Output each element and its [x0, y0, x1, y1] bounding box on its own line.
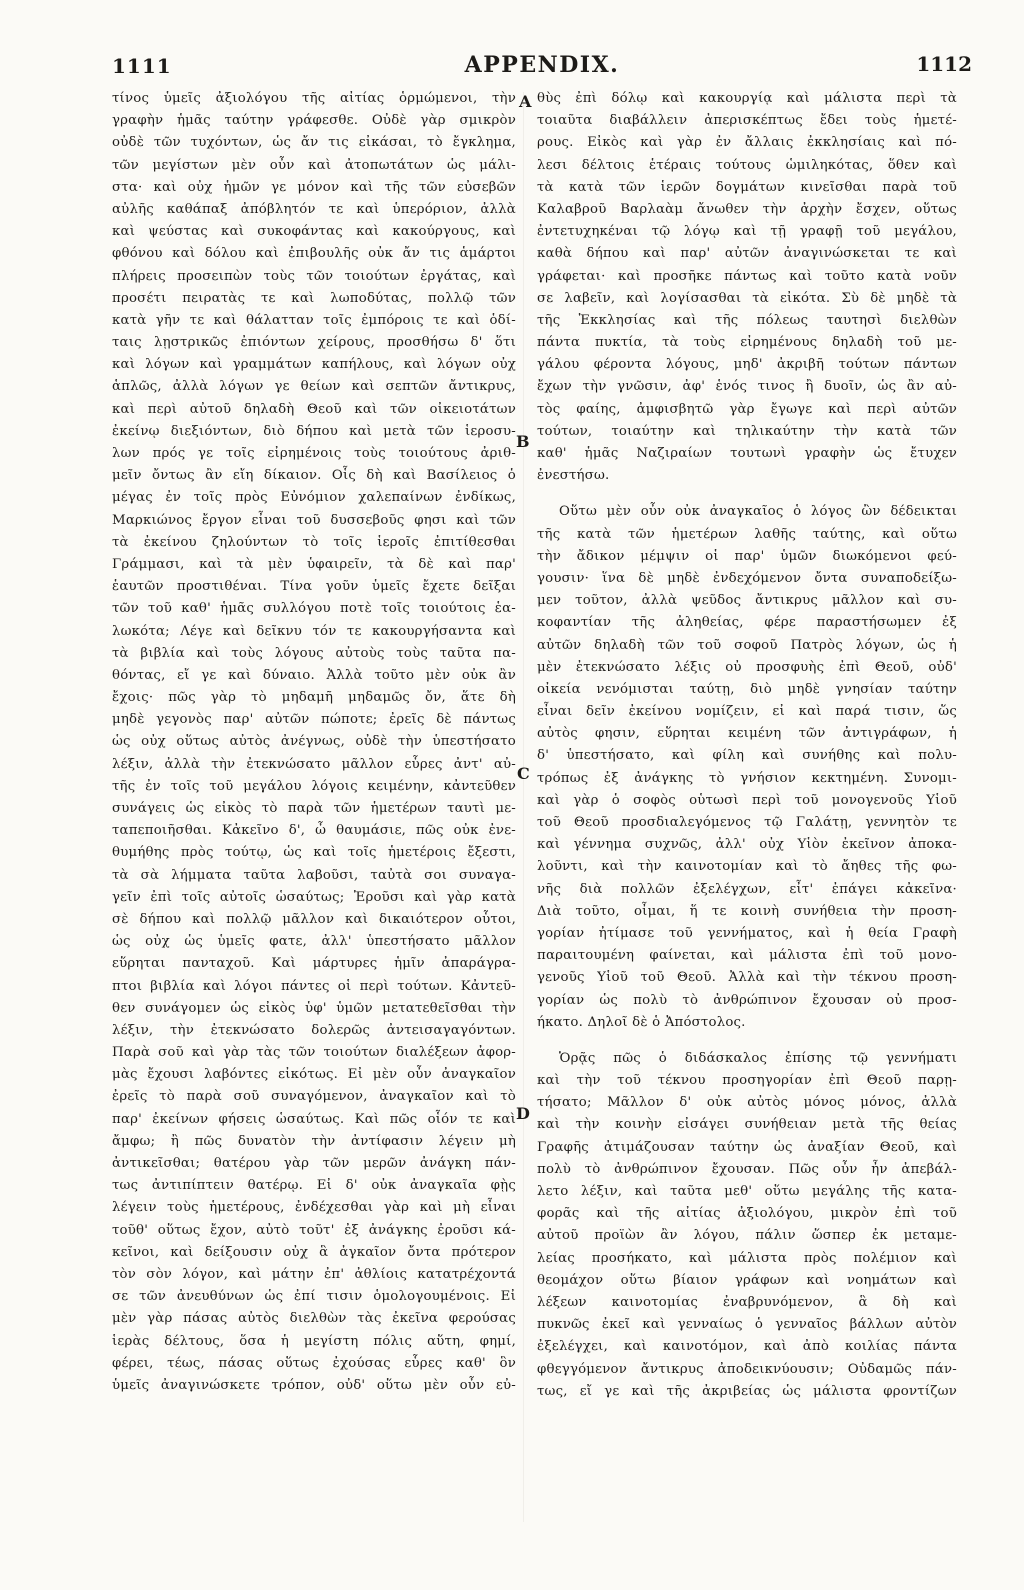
right-column — [537, 88, 957, 1403]
text-line: Γράμμασι, καὶ τὰ μὲν ὑφαιρεῖν, τὰ δὲ καὶ παρ' — [112, 556, 516, 572]
text-line: καθ' ἡμᾶς Ναζιραίων τουτωνὶ γραφὴν ὡς ἔτυχεν — [537, 446, 957, 461]
text-line: μὰς ἔχουσι λαβόντες εἰκότως. Εἰ μὲν οὖν ἀναγκαῖον — [112, 1067, 516, 1083]
text-line: ἐνεστήσω. — [537, 468, 610, 484]
text-line: εὕρηται πανταχοῦ. Καὶ μάρτυρες ἡμῖν ἀπαράγρα- — [112, 956, 516, 972]
text-line: μὲν ἐτεκνώσατο λέξις οὐ προσφυὴς ἐπὶ Θεοῦ, οὐδ' — [537, 659, 957, 675]
text-line: σὲ δήπου καὶ πολλῷ μᾶλλον καὶ δικαιότερον οὗτοι, — [112, 911, 516, 927]
text-line: κατὰ γῆν τε καὶ θάλατταν τοῖς ἐμπόροις τε καὶ ὁδί- — [112, 312, 516, 328]
text-line: θόντας, εἴ γε καὶ δύναιο. Ἀλλὰ τοῦτο μὲν οὐκ ἂν — [112, 667, 516, 683]
text-line: κεῖνοι, καὶ δείξουσιν οὐχ ἃ ἀγκαῖον ὄντα πρότερον — [112, 1244, 516, 1260]
text-line: ἐρεῖς τὸ παρὰ σοῦ συναγόμενον, ἀναγκαῖον καὶ τὸ — [112, 1089, 516, 1105]
right-paragraph-1 — [537, 88, 957, 487]
text-line: παραιτουμένη φαίνεται, καὶ μάλιστα ἐπὶ τοῦ μονο- — [537, 948, 957, 964]
text-line: ἐντετυχηκέναι τῷ λόγῳ καὶ τῇ γραφῇ τοῦ μεγάλου, — [537, 224, 957, 240]
text-line: τοῦθ' οὕτως ἔχον, αὐτὸ τοῦτ' ἐξ ἀνάγκης ἐροῦσι κά- — [112, 1222, 516, 1238]
margin-marker-c: C — [517, 764, 530, 783]
text-line: πυκνῶς ἐκεῖ καὶ γενναίως ὁ γενναῖος βάλλων αὐτὸν — [537, 1317, 957, 1333]
text-line: καὶ λόγων καὶ γραμμάτων καπήλους, καὶ λόγων οὐχ — [112, 357, 516, 373]
text-line: γάλου φέροντα λόγους, μηδ' ἀκριβῆ τούτων πάντων — [537, 357, 957, 373]
text-line: αὐτῶν δηλαδὴ τῶν τοῦ σοφοῦ Πατρὸς λόγων, ὡς ἡ — [537, 637, 957, 653]
text-line: Διὰ τοῦτο, οἶμαι, ἥ τε κοινὴ συνήθεια τὴν προση- — [537, 903, 957, 919]
text-line: καθὰ δήπου καὶ παρ' αὐτῶν ἀναγινώσκεται τε καὶ — [537, 246, 957, 262]
text-line: καὶ ψεύστας καὶ συκοφάντας καὶ κακούργους, καὶ — [112, 224, 516, 240]
text-line: λοῦντι, καὶ τὴν καινοτομίαν καὶ τὸ ἄηθες τῆς φω- — [537, 859, 957, 875]
text-line: ἄμφω; ἢ πῶς δυνατὸν τὴν ἀντίφασιν λέγειν μὴ — [112, 1133, 516, 1149]
text-line: σε λαβεῖν, καὶ λογίσασθαι τὰ εἰκότα. Σὺ δὲ μηδὲ τὰ — [537, 290, 957, 306]
text-line: οἰκεία νενόμισται ταύτῃ, διὸ μηδὲ γνησίαν ταύτην — [537, 681, 957, 697]
text-line: αὐλῆς καθάπαξ ἀπόβλητόν τε καὶ ὑπερόριον, ἀλλὰ — [112, 201, 516, 217]
left-page-number: 1111 — [112, 54, 172, 78]
text-line: τῶν μεγίστων μὲν οὖν καὶ ἀτοπωτάτων ὡς μάλι- — [112, 157, 516, 173]
text-line: τῆς Ἐκκλησίας καὶ τῆς πόλεως ταυτησὶ διελθὼν — [537, 312, 957, 328]
text-line: Οὕτω μὲν οὖν οὐκ ἀναγκαῖος ὁ λόγος ὢν δέδεικται — [559, 504, 957, 520]
text-line: τὴν ἄδικον μέμψιν οἱ παρ' ὑμῶν διωκόμενοι φεύ- — [537, 548, 957, 564]
text-line: τρόπως ἐξ ἀνάγκης τὸ γνήσιον κεκτημένη. Συνομι- — [537, 770, 957, 786]
text-line: καὶ γέννημα συχνῶς, ἀλλ' οὐχ Υἱὸν ἐκεῖνον ἀποκα- — [537, 837, 957, 853]
text-line: ἑαυτῶν προστιθέναι. Τίνα γοῦν ὑμεῖς ἔχετε δεῖξαι — [112, 579, 516, 595]
text-line: παρ' ἐκείνων φήσεις ὡσαύτως. Καὶ πῶς οἷόν τε καὶ — [112, 1111, 516, 1127]
text-line: λωκότα; Λέγε καὶ δεῖκνυ τόν τε κακουργήσαντα καὶ — [112, 623, 516, 639]
text-line: στα· καὶ οὐχ ἡμῶν γε μόνον καὶ τῆς τῶν εὐσεβῶν — [112, 179, 516, 195]
text-line: θεομάχον οὕτω βίαιον γράφων καὶ νοημάτων καὶ — [537, 1272, 957, 1288]
text-line: δ' ὑπεστήσατο, καὶ φίλη καὶ συνήθης καὶ πολυ- — [537, 748, 957, 764]
left-column — [112, 88, 516, 1397]
margin-marker-a: A — [519, 92, 532, 111]
text-line: γορίαν ἠτίμασε τοῦ γεννήματος, καὶ ἡ θεία Γραφὴ — [537, 925, 957, 941]
text-line: καὶ τὴν κοινὴν εἰσάγει συνήθειαν μετὰ τῆς θείας — [537, 1117, 957, 1133]
text-line: γεῖν ἐπὶ τοῖς αὐτοῖς ὡσαύτως; Ἐροῦσι καὶ γὰρ κατὰ — [112, 889, 516, 905]
text-line: τὸν σὸν λόγον, καὶ μάτην ἐπ' ἀθλίοις κατατρέχοντά — [112, 1266, 516, 1282]
text-line: Ὁρᾷς πῶς ὁ διδάσκαλος ἐπίσης τῷ γεννήματι — [559, 1050, 957, 1066]
text-line: ἔχων τὴν γνῶσιν, ἀφ' ἑνός τινος ἢ δυοῖν, ὡς ἂν αὐ- — [537, 379, 957, 395]
text-line: μεν τοῦτον, ἀλλὰ ψεῦδος ἄντικρυς μᾶλλον καὶ συ- — [537, 593, 957, 609]
text-line: τως ἀντιπίπτειν θατέρῳ. Εἰ δ' οὐκ ἀναγκαῖα φῂς — [112, 1178, 516, 1194]
text-line: καὶ τὴν τοῦ τέκνου προσηγορίαν ἐπὶ Θεοῦ παρῃ- — [537, 1073, 957, 1089]
page-title: APPENDIX. — [464, 52, 620, 78]
text-line: τὰ βιβλία καὶ τοὺς λόγους αὐτοὺς τοὺς ταῦτα πα- — [112, 645, 516, 661]
text-line: τοῦ Θεοῦ προσδιαλεγόμενος τῷ Γαλάτῃ, γεννητὸν τε — [537, 815, 957, 830]
text-line: τοιαῦτα διαβάλλειν ἀπερισκέπτως ἔδει τοὺς ἡμετέ- — [537, 113, 957, 129]
text-line: τὸς φαίης, ἀμφισβητῶ γὰρ ἔγωγε καὶ περὶ αὐτῶν — [537, 401, 957, 417]
text-line: οὐδὲ τῶν τυχόντων, ὡς ἄν τις εἰκάσαι, τὸ ἔγκλημα, — [112, 135, 516, 151]
text-line: νῆς διὰ πολλῶν ἐξελέγχων, εἶτ' ἐπάγει κἀκεῖνα· — [537, 881, 957, 897]
text-line: τῶν τοῦ καθ' ἡμᾶς συλλόγου ποτὲ τοῖς τοιούτοις ἑα- — [112, 601, 516, 617]
text-line: ταις λῃστρικῶς ἐπιόντων χείρους, προσθήσω δ' ὅτι — [112, 335, 516, 351]
text-line: μὲν γὰρ πάσας αὐτὸς διελθὼν τὰς ἐκεῖνα φερούσας — [112, 1311, 516, 1327]
right-paragraph-2 — [537, 501, 957, 1034]
text-line: τως, εἴ γε καὶ τῆς ἀκριβείας ὡς μάλιστα φροντίζων — [537, 1383, 957, 1399]
text-line: τήσατο; Μᾶλλον δ' οὐκ αὐτὸς μόνος μόνος, ἀλλὰ — [537, 1095, 957, 1111]
text-line: θυμήθης πρὸς τούτῳ, ὡς καὶ τοῖς ἡμετέροις ἔξεστι, — [112, 845, 516, 861]
text-line: λετο λέξιν, καὶ ταῦτα μεθ' οὕτω μεγάλης τῆς κατα- — [537, 1184, 957, 1199]
text-line: εἶναι δεῖν ἐκείνου νομίζειν, εἰ καὶ παρά τισιν, ὥς — [537, 704, 957, 720]
text-line: ὡς οὐχ οὕτως αὐτὸς ἀνέγνως, οὐδὲ τὴν ὑπεστήσατο — [112, 734, 516, 750]
paragraph-gap — [537, 487, 957, 501]
text-line: μέγας ἐν τοῖς πρὸς Εὐνόμιον χαλεπαίνων ἐνδίκως, — [112, 490, 516, 506]
text-line: ἐξελέγχει, καὶ καινοτόμον, καὶ ἀπὸ κοιλίας πάντα — [537, 1339, 957, 1355]
text-line: τούτων, τοιαύτην καὶ τηλικαύτην τὴν κατὰ τῶν — [537, 423, 957, 439]
text-line: ἐκείνῳ διεξιόντων, διὸ δήπου καὶ μετὰ τῶν ἱεροσυ- — [112, 423, 516, 439]
text-line: ὑμεῖς ἀναγινώσκετε τρόπον, οὐδ' οὕτω μὲν οὖν εὐ- — [112, 1377, 516, 1393]
text-line: ἁπλῶς, ἀλλὰ λόγων γε θείων καὶ σεπτῶν ἄντικρυς, — [112, 379, 516, 395]
text-line: πάντα πυκτία, τὰ τοὺς εἰρημένους δηλαδὴ τοῦ με- — [537, 335, 957, 351]
text-line: Παρὰ σοῦ καὶ γὰρ τὰς τῶν τοιούτων διαλέξεων ἀφορ- — [112, 1045, 516, 1061]
text-line: φορᾶς καὶ τῆς αἰτίας ἀξιολόγου, μικρὸν ἐπὶ τοῦ — [537, 1206, 957, 1222]
text-line: φθεγγόμενον ἄντικρυς ἀποδεικνύουσιν; Οὐδαμῶς πάν- — [537, 1361, 957, 1377]
text-line: τὰ σὰ λήμματα ταῦτα λαβοῦσι, ταὐτὰ σοι συναγα- — [112, 867, 516, 883]
text-line: καὶ περὶ αὐτοῦ δηλαδὴ Θεοῦ καὶ τῶν οἰκειοτάτων — [112, 401, 516, 417]
text-line: λέξιν, τὴν ἐτεκνώσατο δολερῶς ἀντεισαγαγόντων. — [112, 1022, 516, 1038]
text-line: πλήρεις προσειπὼν τοὺς τῶν τοιούτων ἐργάτας, καὶ — [112, 268, 516, 284]
margin-marker-b: B — [516, 432, 530, 451]
text-line: τίνος ὑμεῖς ἀξιολόγου τῆς αἰτίας ὁρμώμενοι, τὴν — [112, 91, 516, 106]
text-line: τὰ κατὰ τῶν ἱερῶν δογμάτων κινεῖσθαι παρὰ τοῦ — [537, 179, 957, 195]
text-line: γουσιν· ἵνα δὲ μηδὲ ἐνδεχόμενον ὄντα συναποδείξω- — [537, 570, 957, 586]
text-line: Καλαβροῦ Βαρλαὰμ ἄνωθεν τὴν ἀρχὴν ἔσχεν, οὕτως — [537, 201, 957, 217]
text-line: λέγειν τοὺς ἡμετέρους, ἐνδέχεσθαι γὰρ καὶ μὴ εἶναι — [112, 1200, 516, 1216]
text-line: τῆς κατὰ τῶν ἡμετέρων λαθῆς ταύτης, καὶ οὕτω — [537, 526, 957, 542]
text-line: λων πρός γε τοῖς εἰρημένοις τοὺς τοιούτους ἀριθ- — [112, 446, 516, 461]
text-line: κοφαντίαν τῆς ἀληθείας, φέρε παραστήσωμεν ἐξ — [537, 615, 957, 631]
text-line: γράφεται· καὶ προσῆκε πάντως καὶ τοῦτο κατὰ νοῦν — [537, 268, 957, 284]
text-line: προσέτι πειρατὰς τε καὶ λωποδύτας, πολλῷ τῶν — [112, 290, 516, 306]
text-line: ρους. Εἰκὸς καὶ γὰρ ἐν ἄλλαις ἐκκλησίαις καὶ πό- — [537, 135, 957, 151]
text-line: πολὺ τὸ ἀνθρώπινον ἔχουσαν. Πῶς οὖν ἦν ἀπεβάλ- — [537, 1161, 957, 1177]
text-line: λέξιν, ἀλλὰ τὴν ἐτεκνώσατο μᾶλλον εὗρες ἀντ' αὐ- — [112, 756, 516, 772]
text-line: πτοι βιβλία καὶ λόγοι πάντες οἱ περὶ τούτων. Κἀντεῦ- — [112, 978, 516, 994]
text-line: γενοῦς Υἱοῦ τοῦ Θεοῦ. Ἀλλὰ καὶ τὴν τέκνου προση- — [537, 970, 957, 986]
paragraph-gap — [537, 1034, 957, 1048]
text-line: τῆς ἐν τοῖς τοῦ μεγάλου λόγοις κειμένην, κἀντεῦθεν — [112, 778, 516, 794]
text-line: λέξεων καινοτομίας ἐναβρυνόμενον, ἃ δὴ καὶ — [537, 1294, 957, 1310]
text-line: σε τῶν ἀνευθύνων ὡς ἐπί τισιν ὁμολογουμένοις. Εἰ — [112, 1289, 516, 1305]
text-line: ἀντικεῖσθαι; θατέρου γὰρ τῶν μερῶν ἀνάγκη πάν- — [112, 1156, 516, 1171]
text-line: λείας προσήκατο, καὶ μάλιστα πρὸς πολέμιον καὶ — [537, 1250, 957, 1266]
text-line: καὶ γὰρ ὁ σοφὸς οὑτωσὶ περὶ τοῦ μονογενοῦς Υἱοῦ — [537, 792, 957, 808]
column-divider — [523, 92, 524, 1522]
right-paragraph-3 — [537, 1048, 957, 1403]
text-line: φθόνου καὶ δόλου καὶ ἐπιβουλῆς οὐκ ἄν τις ἁμάρτοι — [112, 246, 516, 262]
text-line: Γραφῆς ἀτιμάζουσαν ταύτην ὡς ἀναξίαν Θεοῦ, καὶ — [537, 1139, 957, 1155]
text-line: ταπεποιῆσθαι. Κἀκεῖνο δ', ὦ θαυμάσιε, πῶς οὐκ ἐνε- — [112, 823, 516, 839]
text-line: Μαρκιώνος ἔργον εἶναι τοῦ δυσσεβοῦς φησι καὶ τῶν — [112, 512, 516, 528]
text-line: φέρει, τέως, πάσας οὕτως ἐχούσας εὗρες καθ' ὃν — [112, 1355, 516, 1371]
text-line: γραφὴν ἡμᾶς ταύτην γράφεσθε. Οὐδὲ γὰρ σμικρὸν — [112, 113, 516, 129]
text-line: αὐτοῦ προϊὼν ἂν λόγου, πάλιν ὥσπερ ἐκ μεταμε- — [537, 1228, 957, 1244]
text-line: αὐτὸς φησιν, εὕρηται κειμένη τῶν ἀντιγράφων, ἡ — [537, 726, 957, 742]
text-line: γορίαν ὡς πολὺ τὸ ἀνθρώπινον ἔχουσαν οὐ προσ- — [537, 992, 957, 1008]
text-line: τὰ ἐκείνου ζηλούντων τὸ τοῖς ἱεροῖς ἐπιτίθεσθαι — [112, 534, 516, 550]
text-line: ὡς οὐχ ὡς ὑμεῖς φατε, ἀλλ' ὑπεστήσατο μᾶλλον — [112, 934, 516, 950]
right-page-number: 1112 — [916, 52, 972, 76]
text-line: θεν συνάγομεν ὡς εἰκὸς ὑφ' ὑμῶν μετατεθεῖσθαι τὴν — [112, 1000, 516, 1016]
text-line: λεσι δέλτοις ἑτέραις τούτους ὡμιληκότας, ὅθεν καὶ — [537, 157, 957, 173]
text-line: μηδὲ γεγονὸς παρ' αὐτῶν πώποτε; ἐρεῖς δὲ πάντως — [112, 712, 516, 728]
text-line: ήκατο. Δηλοῖ δὲ ὁ Ἀπόστολος. — [537, 1014, 746, 1030]
text-line: ἱερὰς δέλτους, ὅσα ἡ μεγίστη πόλις αὕτη, φημί, — [112, 1333, 516, 1349]
margin-marker-d: D — [516, 1104, 530, 1123]
running-header — [112, 48, 972, 88]
text-line: ἔχοις· πῶς γὰρ τὸ μηδαμῆ μηδαμῶς ὄν, ἅτε δὴ — [112, 690, 516, 706]
text-line: συνάγεις ὡς εἰκὸς τὸ παρὰ τῶν ἡμετέρων ταυτὶ με- — [112, 801, 516, 816]
text-line: μεῖν ὄντως ἂν εἴη δίκαιον. Οἷς δὴ καὶ Βασίλειος ὁ — [112, 468, 516, 484]
text-line: θὺς ἐπὶ δόλῳ καὶ κακουργίᾳ καὶ μάλιστα περὶ τὰ — [537, 91, 957, 106]
